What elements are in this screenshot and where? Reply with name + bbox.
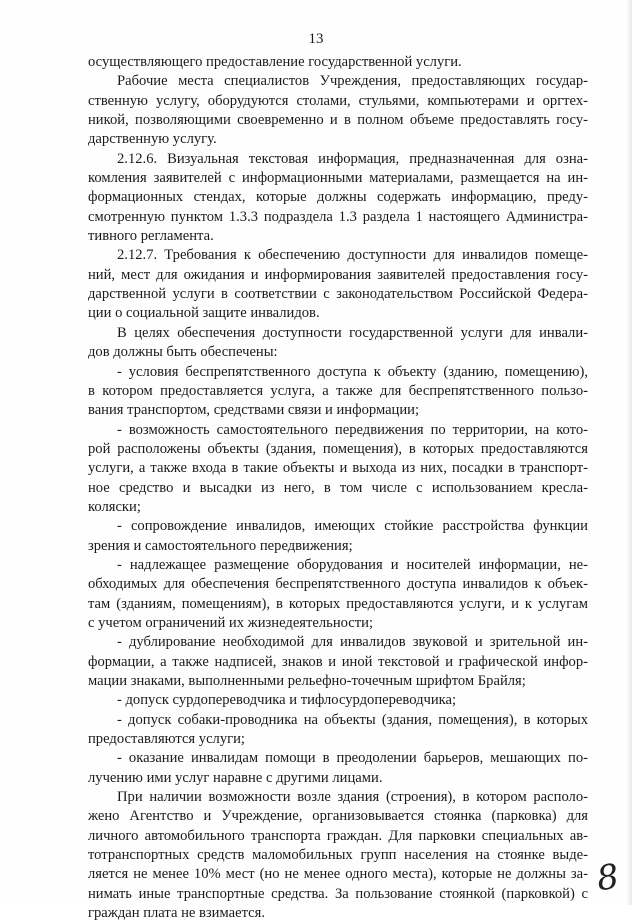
text-line: с учетом ограничений их жизнедеятельности; [88, 614, 374, 631]
text-line: смотренную пунктом 1.3.3 подраздела 1.3 раздела 1 настоящего Администра- [88, 208, 588, 225]
text-line: ное средство и высадки из него, в том числе с использованием кресла- [88, 479, 588, 496]
text-line: никой, позволяющими своевременно и в полном объеме предоставлять госу- [88, 112, 588, 129]
text-line: Рабочие места специалистов Учреждения, предоставляющих государ- [117, 73, 588, 90]
text-line: дарственную услугу. [88, 131, 217, 148]
text-line: там (зданиям, помещениям), в которых предоставляются услуги, и к услугам [88, 595, 588, 612]
text-line: мации знаками, выполненными рельефно-точечным шрифтом Брайля; [88, 673, 526, 689]
text-line: жено Агентство и Учреждение, организовывается стоянка (парковка) для [88, 808, 588, 825]
text-line: лучению ими услуг наравне с другими лицами. [88, 769, 383, 786]
text-line: формации, а также надписей, знаков и иной текстовой и графической инфор- [88, 653, 588, 670]
text-line: - надлежащее размещение оборудования и носителей информации, не- [117, 556, 588, 573]
text-line: граждан плата не взимается. [88, 905, 265, 922]
text-line: в котором предоставляется услуга, а также для беспрепятственного пользо- [88, 382, 588, 399]
text-line: услуги, а также входа в такие объекты и выхода из них, посадки в транспорт- [88, 460, 588, 477]
text-line: - допуск собаки-проводника на объекты (здания, помещения), в которых [117, 711, 588, 728]
text-line: - дублирование необходимой для инвалидов звуковой и зрительной ин- [117, 634, 588, 651]
text-line: личного автомобильного транспорта граждан. Для парковки специальных ав- [88, 827, 588, 844]
text-line: 2.12.6. Визуальная текстовая информация, предназначенная для озна- [117, 150, 588, 167]
text-line: - условия беспрепятственного доступа к объекту (зданию, помещению), [117, 363, 588, 380]
text-line: нимать иные транспортные средства. За пользование стоянкой (парковкой) с [88, 885, 588, 902]
text-line: - допуск сурдопереводчика и тифлосурдопереводчика; [117, 692, 457, 709]
text-line: - возможность самостоятельного передвижения по территории, на кото- [117, 421, 588, 438]
page-number: 13 [308, 31, 324, 47]
text-line: ляется не менее 10% мест (но не менее одного места), которые не должны за- [88, 866, 588, 883]
text-line: комления заявителей с информационными материалами, размещается на ин- [88, 170, 588, 187]
text-line: В целях обеспечения доступности государственной услуги для инвали- [117, 324, 588, 341]
text-line: ции о социальной защите инвалидов. [88, 305, 320, 322]
text-line: зрения и самостоятельного передвижения; [88, 537, 353, 554]
scan-edge [626, 0, 632, 905]
text-line: формационных стендах, которые должны содержать информацию, преду- [88, 189, 588, 206]
text-line: обходимых для обеспечения беспрепятственного доступа инвалидов к объек- [88, 576, 588, 593]
text-line: рой расположены объекты (здания, помещения), в которых предоставляются [88, 440, 588, 457]
text-line: коляски; [88, 498, 141, 515]
text-line: вания транспортом, средствами связи и информации; [88, 402, 420, 419]
text-line: - оказание инвалидам помощи в преодолении барьеров, мешающих по- [117, 750, 588, 767]
text-line: дов должны быть обеспечены: [88, 344, 278, 361]
text-line: тотранспортных средств маломобильных групп населения на стоянке выде- [88, 847, 588, 864]
text-line: ственную услугу, оборудуются столами, стульями, компьютерами и оргтех- [88, 92, 588, 109]
handwritten-page-mark: 8 [594, 856, 622, 900]
text-line: тивного регламента. [88, 228, 214, 245]
body-text [88, 53, 588, 923]
text-line: осуществляющего предоставление государственной услуги. [88, 54, 462, 70]
text-line: При наличии возможности возле здания (строения), в котором располо- [117, 789, 588, 806]
text-line: предоставляются услуги; [88, 731, 245, 748]
text-line: 2.12.7. Требования к обеспечению доступности для инвалидов помеще- [117, 247, 588, 264]
text-line: ний, мест для ожидания и информирования заявителей предоставления госу- [88, 266, 588, 283]
text-line: - сопровождение инвалидов, имеющих стойкие расстройства функции [117, 518, 588, 535]
text-line: дарственной услуги в соответствии с законодательством Российской Федера- [88, 286, 588, 303]
